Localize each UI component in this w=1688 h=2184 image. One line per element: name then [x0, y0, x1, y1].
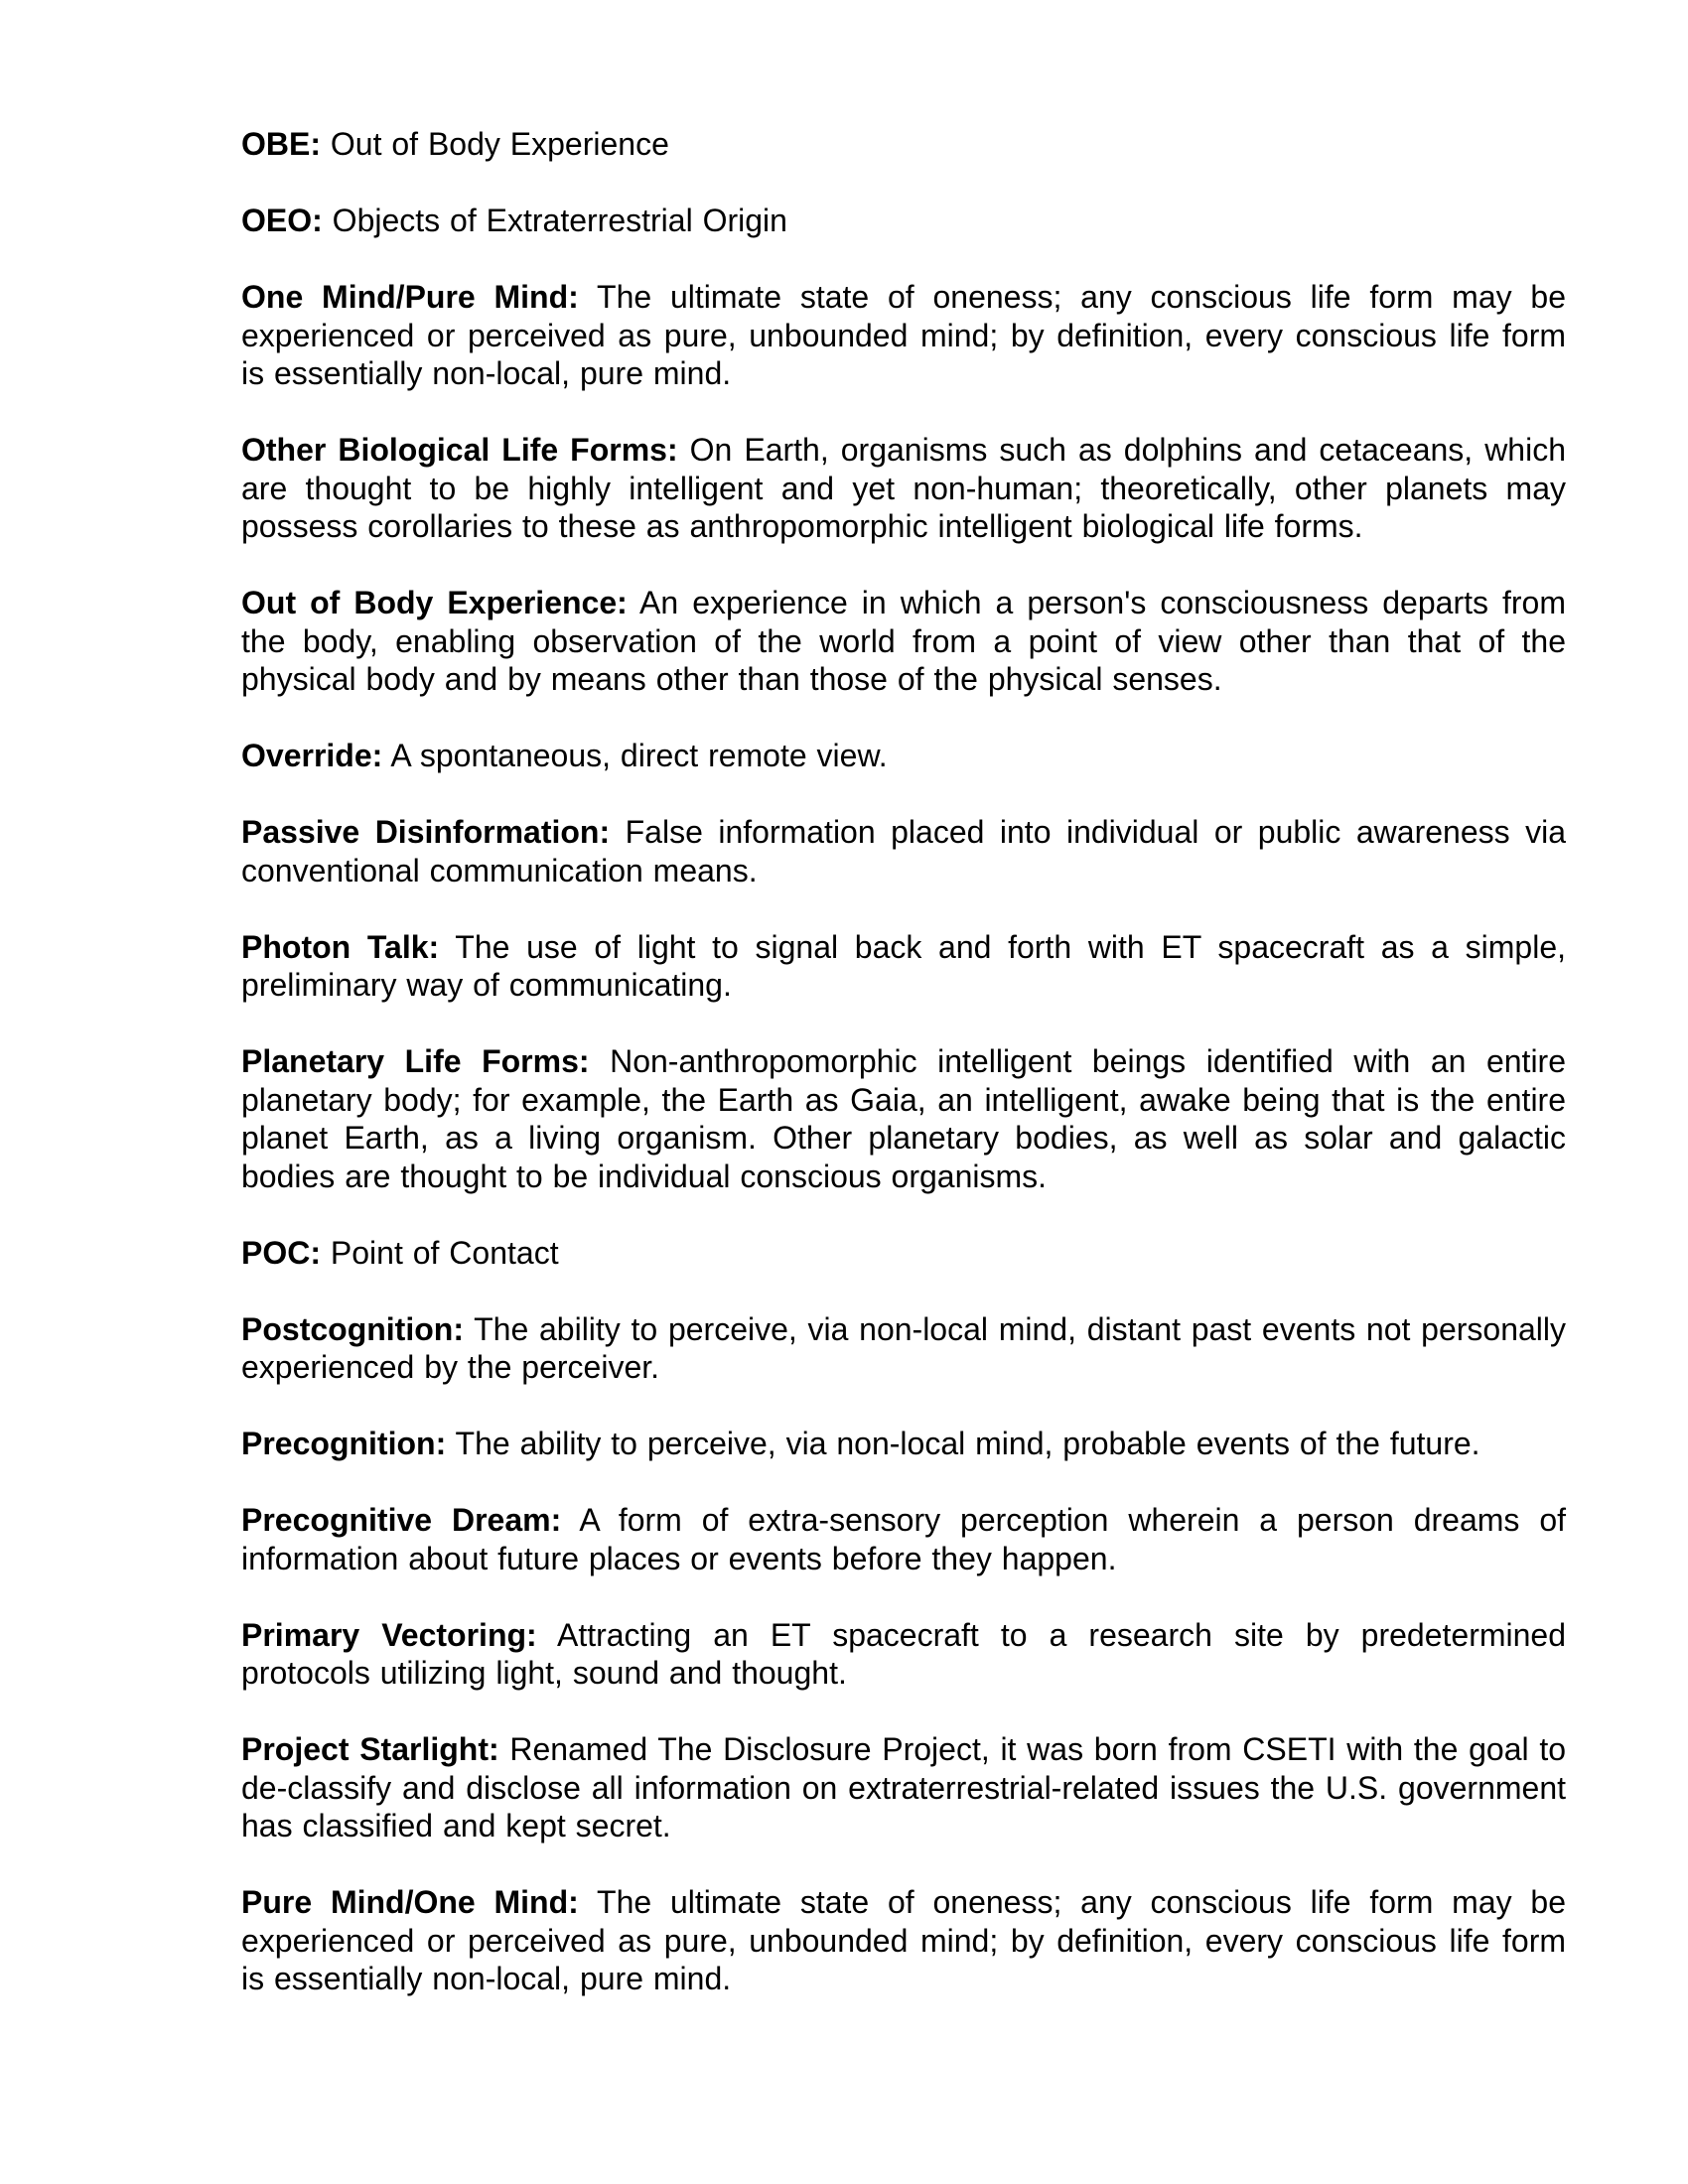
glossary-definition: The use of light to signal back and forth with ET spacecraft as a simple, preliminary way of communicating.: [241, 928, 1567, 1003]
glossary-term: Photon Talk:: [241, 928, 440, 965]
glossary-definition: Point of Contact: [321, 1234, 559, 1271]
glossary-term: Postcognition:: [241, 1310, 464, 1347]
glossary-definition: The ultimate state of oneness; any conscious life form may be experienced or perceived as pure, unbounded mind; by definition, every conscious life form is essentially non-local, pure mind.: [241, 279, 1567, 391]
glossary-entry: [241, 584, 1566, 699]
glossary-term: OEO:: [241, 203, 323, 238]
glossary-term: Project Starlight:: [241, 1731, 499, 1767]
glossary-term: One Mind/Pure Mind:: [241, 279, 579, 315]
glossary-definition: Non-anthropomorphic intelligent beings identified with an entire planetary body; for example, the Earth as Gaia, an intelligent, awake being that is the entire planet Earth, as a living organism. Other planetary bodies, as well as solar and galactic bodies are thought to be individual conscious organisms.: [241, 1043, 1567, 1194]
glossary-term: Planetary Life Forms:: [241, 1043, 590, 1079]
glossary: [241, 125, 1566, 2036]
glossary-term: Precognition:: [241, 1426, 447, 1461]
glossary-term: POC:: [241, 1234, 321, 1271]
glossary-term: Precognitive Dream:: [241, 1502, 562, 1538]
glossary-definition: Out of Body Experience: [321, 126, 669, 162]
glossary-definition: A spontaneous, direct remote view.: [382, 738, 888, 773]
glossary-term: Other Biological Life Forms:: [241, 432, 678, 468]
glossary-entry: [241, 1883, 1566, 1998]
glossary-entry: [241, 1310, 1566, 1387]
glossary-entry: [241, 1730, 1566, 1845]
glossary-entry: [241, 813, 1566, 889]
glossary-definition: Attracting an ET spacecraft to a research site by predetermined protocols utilizing light, sound and thought.: [241, 1616, 1567, 1691]
glossary-entry: [241, 431, 1566, 546]
glossary-definition: Objects of Extraterrestrial Origin: [322, 203, 787, 238]
glossary-entry: [241, 278, 1566, 393]
glossary-term: Out of Body Experience:: [241, 585, 628, 620]
glossary-entry: [241, 737, 1566, 775]
glossary-definition: False information placed into individual or public awareness via conventional communication means.: [241, 814, 1567, 888]
glossary-definition: The ability to perceive, via non-local mind, probable events of the future.: [446, 1426, 1480, 1461]
glossary-definition: The ability to perceive, via non-local mind, distant past events not personally experienced by the perceiver.: [241, 1310, 1566, 1385]
glossary-term: Pure Mind/One Mind:: [241, 1884, 579, 1920]
glossary-term: Override:: [241, 738, 383, 773]
glossary-definition: An experience in which a person's consciousness departs from the body, enabling observation of the world from a point of view other than that of the physical body and by means other than those of the physical senses.: [241, 585, 1567, 697]
glossary-entry: [241, 1042, 1566, 1195]
glossary-definition: Renamed The Disclosure Project, it was born from CSETI with the goal to de-classify and disclose all information on extraterrestrial-related issues the U.S. government has classified and kept secret.: [241, 1731, 1567, 1843]
glossary-definition: On Earth, organisms such as dolphins and cetaceans, which are thought to be highly intelligent and yet non-human; theoretically, other planets may possess corollaries to these as anthropomorphic intelligent biological life forms.: [241, 432, 1567, 544]
glossary-definition: The ultimate state of oneness; any conscious life form may be experienced or perceived as pure, unbounded mind; by definition, every conscious life form is essentially non-local, pure mind.: [241, 1884, 1567, 1996]
glossary-entry: [241, 202, 1566, 240]
glossary-entry: [241, 1501, 1566, 1577]
glossary-entry: [241, 1234, 1566, 1273]
glossary-term: Primary Vectoring:: [241, 1616, 537, 1653]
glossary-definition: A form of extra-sensory perception wherein a person dreams of information about future places or events before they happen.: [241, 1502, 1566, 1576]
glossary-entry: [241, 125, 1566, 164]
glossary-term: Passive Disinformation:: [241, 814, 611, 850]
glossary-entry: [241, 1616, 1566, 1693]
glossary-entry: [241, 1425, 1566, 1463]
glossary-entry: [241, 928, 1566, 1005]
glossary-term: OBE:: [241, 126, 321, 162]
